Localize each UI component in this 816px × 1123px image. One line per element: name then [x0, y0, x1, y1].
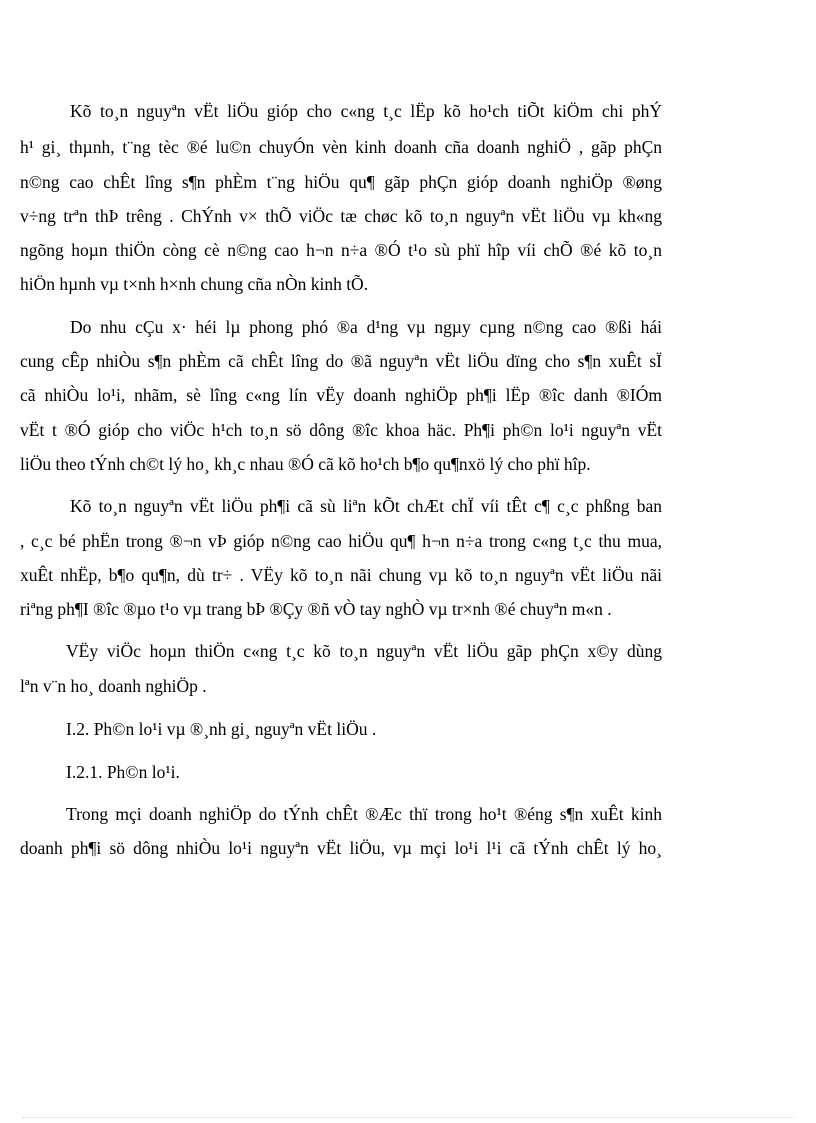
text-line: hiÖn hµnh vµ t×nh h×nh chung cña nÒn kinh tÕ. [20, 274, 369, 294]
page-bottom-rule [22, 1117, 794, 1118]
text-line: liÖu theo tÝnh ch©t lý ho¸ kh¸c nhau ®Ó cã kõ ho¹ch b¶o qu¶nxö lý cho phï hîp. [20, 454, 591, 474]
text-line: lªn v¨n ho¸ doanh nghiÖp . [20, 676, 207, 696]
text-line: doanh ph¶i sö dông nhiÒu lo¹i nguyªn vËt liÖu, vµ mçi lo¹i l¹i cã tÝnh chÊt lý ho¸ [20, 838, 662, 858]
text-line: , c¸c bé phËn trong ®¬n vÞ gióp n©ng cao hiÖu qu¶ h¬n n÷a trong c«ng t¸c thu mua, [20, 531, 662, 551]
text-line: n©ng cao chÊt lîng s¶n phÈm t¨ng hiÖu qu¶ gãp phÇn gióp doanh nghiÖp ®øng [20, 172, 662, 192]
text-line: vËt t ®Ó gióp cho viÖc h¹ch to¸n sö dông ®îc khoa häc. Ph¶i ph©n lo¹i nguyªn vËt [20, 420, 662, 440]
text-line: cung cÊp nhiÒu s¶n phÈm cã chÊt lîng do ®ã nguyªn vËt liÖu dïng cho s¶n xuÊt sÏ [20, 351, 662, 371]
text-line: v÷ng trªn thÞ trêng . ChÝnh v× thÕ viÖc tæ chøc kõ to¸n nguyªn vËt liÖu vµ kh«ng [20, 206, 662, 226]
text-line: Kõ to¸n nguyªn vËt liÖu ph¶i cã sù liªn kÕt chÆt chÏ víi tÊt c¶ c¸c phßng ban [70, 496, 662, 516]
text-line: riªng ph¶I ®îc ®µo t¹o vµ trang bÞ ®Çy ®ñ vÒ tay nghÒ vµ tr×nh ®é chuyªn m«n . [20, 599, 612, 619]
section-heading: I.2. Ph©n lo¹i vµ ®¸nh gi¸ nguyªn vËt liÖu . [66, 719, 377, 739]
text-line: ngõng hoµn thiÖn còng cè n©ng cao h¬n n÷a ®Ó t¹o sù phï hîp víi chÕ ®é kõ to¸n [20, 240, 662, 260]
text-line: h¹ gi¸ thµnh, t¨ng tèc ®é lu©n chuyÓn vèn kinh doanh cña doanh nghiÖ , gãp phÇn [20, 137, 662, 157]
subsection-heading: I.2.1. Ph©n lo¹i. [66, 762, 180, 782]
text-line: VËy viÖc hoµn thiÖn c«ng t¸c kõ to¸n nguyªn vËt liÖu gãp phÇn x©y dùng [66, 641, 662, 661]
text-line: cã nhiÒu lo¹i, nhãm, sè lîng c«ng lín vËy doanh nghiÖp ph¶i lËp ®îc danh ®IÓm [20, 385, 662, 405]
text-line: Kõ to¸n nguyªn vËt liÖu gióp cho c«ng t¸c lËp kõ ho¹ch tiÕt kiÖm chi phÝ [70, 101, 662, 121]
text-line: Trong mçi doanh nghiÖp do tÝnh chÊt ®Æc thï trong ho¹t ®éng s¶n xuÊt kinh [66, 804, 662, 824]
text-line: Do nhu cÇu x· héi lµ phong phó ®a d¹ng vµ ngµy cµng n©ng cao ®ßi hái [70, 317, 662, 337]
text-line: xuÊt nhËp, b¶o qu¶n, dù tr÷ . VËy kõ to¸n nãi chung vµ kõ to¸n nguyªn vËt liÖu nãi [20, 565, 662, 585]
